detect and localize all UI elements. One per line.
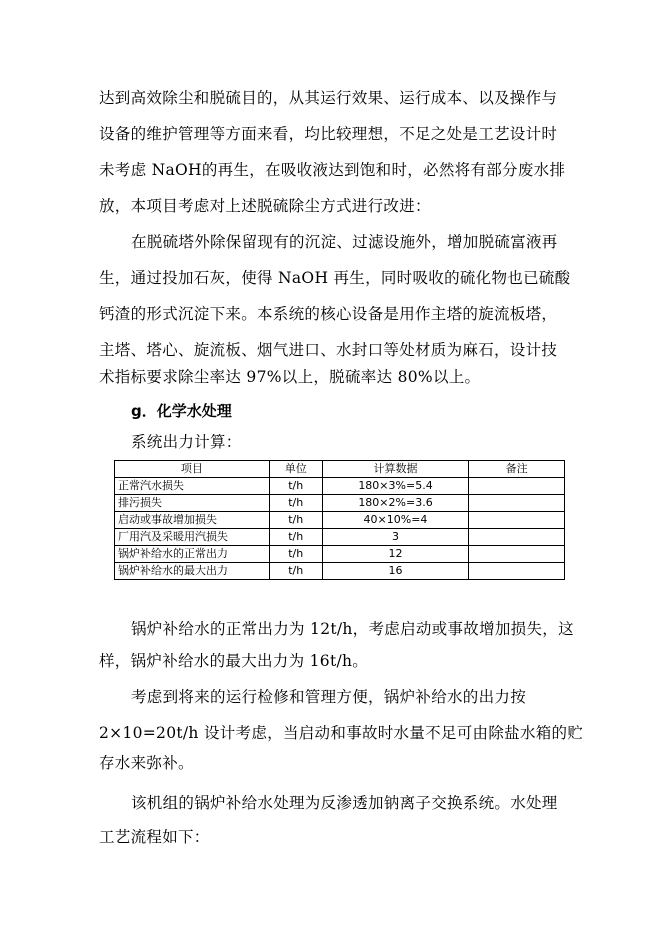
table-cell-remark — [469, 512, 565, 529]
paragraph3-line-1: 锅炉补给水的正常出力为 12t/h，考虑启动或事故增加损失，这 — [131, 620, 574, 638]
paragraph1-line-4: 放，本项目考虑对上述脱硫除尘方式进行改进： — [99, 197, 431, 215]
table-cell-remark — [469, 478, 565, 495]
table-header-remark: 备注 — [469, 461, 565, 478]
table-cell-item: 锅炉补给水的最大出力 — [115, 563, 270, 580]
paragraph5-line-1: 该机组的锅炉补给水处理为反渗透加钠离子交换系统。水处理 — [131, 794, 558, 812]
paragraph2-line-1: 在脱硫塔外除保留现有的沉淀、过滤设施外，增加脱硫富液再 — [131, 233, 558, 251]
section-intro: 系统出力计算： — [131, 433, 242, 451]
table-header-item: 项目 — [115, 461, 270, 478]
table-cell-calculation: 3 — [322, 529, 469, 546]
table-row — [115, 563, 565, 580]
paragraph3-line-2: 样，锅炉补给水的最大出力为 16t/h。 — [99, 652, 369, 670]
paragraph2-line-3: 钙渣的形式沉淀下来。本系统的核心设备是用作主塔的旋流板塔， — [99, 305, 558, 323]
output-calculation-table — [114, 460, 565, 580]
table-header-calculation: 计算数据 — [322, 461, 469, 478]
paragraph4-line-2: 2×10=20t/h 设计考虑，当启动和事故时水量不足可由除盐水箱的贮 — [99, 724, 584, 742]
paragraph2-line-4: 主塔、塔心、旋流板、烟气进口、水封口等处材质为麻石，设计技 — [99, 341, 558, 359]
table-row — [115, 495, 565, 512]
table-cell-calculation: 180×3%=5.4 — [322, 478, 469, 495]
table-row — [115, 512, 565, 529]
table-cell-unit: t/h — [269, 512, 322, 529]
table-cell-unit: t/h — [269, 563, 322, 580]
table-cell-item: 排污损失 — [115, 495, 270, 512]
paragraph1-line-2: 设备的维护管理等方面来看，均比较理想，不足之处是工艺设计时 — [99, 125, 558, 143]
table-cell-item: 锅炉补给水的正常出力 — [115, 546, 270, 563]
paragraph2-line-2: 生，通过投加石灰，使得 NaOH 再生，同时吸收的硫化物也已硫酸 — [99, 269, 571, 287]
paragraph1-line-3: 未考虑 NaOH的再生，在吸收液达到饱和时，必然将有部分废水排 — [99, 161, 566, 179]
table-cell-unit: t/h — [269, 546, 322, 563]
table-cell-calculation: 180×2%=3.6 — [322, 495, 469, 512]
table-cell-remark — [469, 546, 565, 563]
table-cell-unit: t/h — [269, 478, 322, 495]
table-cell-remark — [469, 563, 565, 580]
table-cell-unit: t/h — [269, 495, 322, 512]
table-row — [115, 478, 565, 495]
table-header-row — [115, 461, 565, 478]
paragraph4-line-1: 考虑到将来的运行检修和管理方便，锅炉补给水的出力按 — [131, 688, 527, 706]
table-cell-item: 启动或事故增加损失 — [115, 512, 270, 529]
table-cell-unit: t/h — [269, 529, 322, 546]
section-heading: g．化学水处理 — [131, 402, 232, 420]
table-cell-calculation: 12 — [322, 546, 469, 563]
table-cell-item: 厂用汽及采暖用汽损失 — [115, 529, 270, 546]
table-cell-calculation: 16 — [322, 563, 469, 580]
paragraph1-line-1: 达到高效除尘和脱硫目的，从其运行效果、运行成本、以及操作与 — [99, 89, 558, 107]
table-row — [115, 529, 565, 546]
table-cell-item: 正常汽水损失 — [115, 478, 270, 495]
paragraph5-line-2: 工艺流程如下： — [99, 828, 210, 846]
table-cell-calculation: 40×10%=4 — [322, 512, 469, 529]
table-cell-remark — [469, 495, 565, 512]
paragraph4-line-3: 存水来弥补。 — [99, 754, 194, 772]
table-header-unit: 单位 — [269, 461, 322, 478]
table-cell-remark — [469, 529, 565, 546]
paragraph2-line-5: 术指标要求除尘率达 97%以上，脱硫率达 80%以上。 — [99, 368, 481, 386]
table-row — [115, 546, 565, 563]
